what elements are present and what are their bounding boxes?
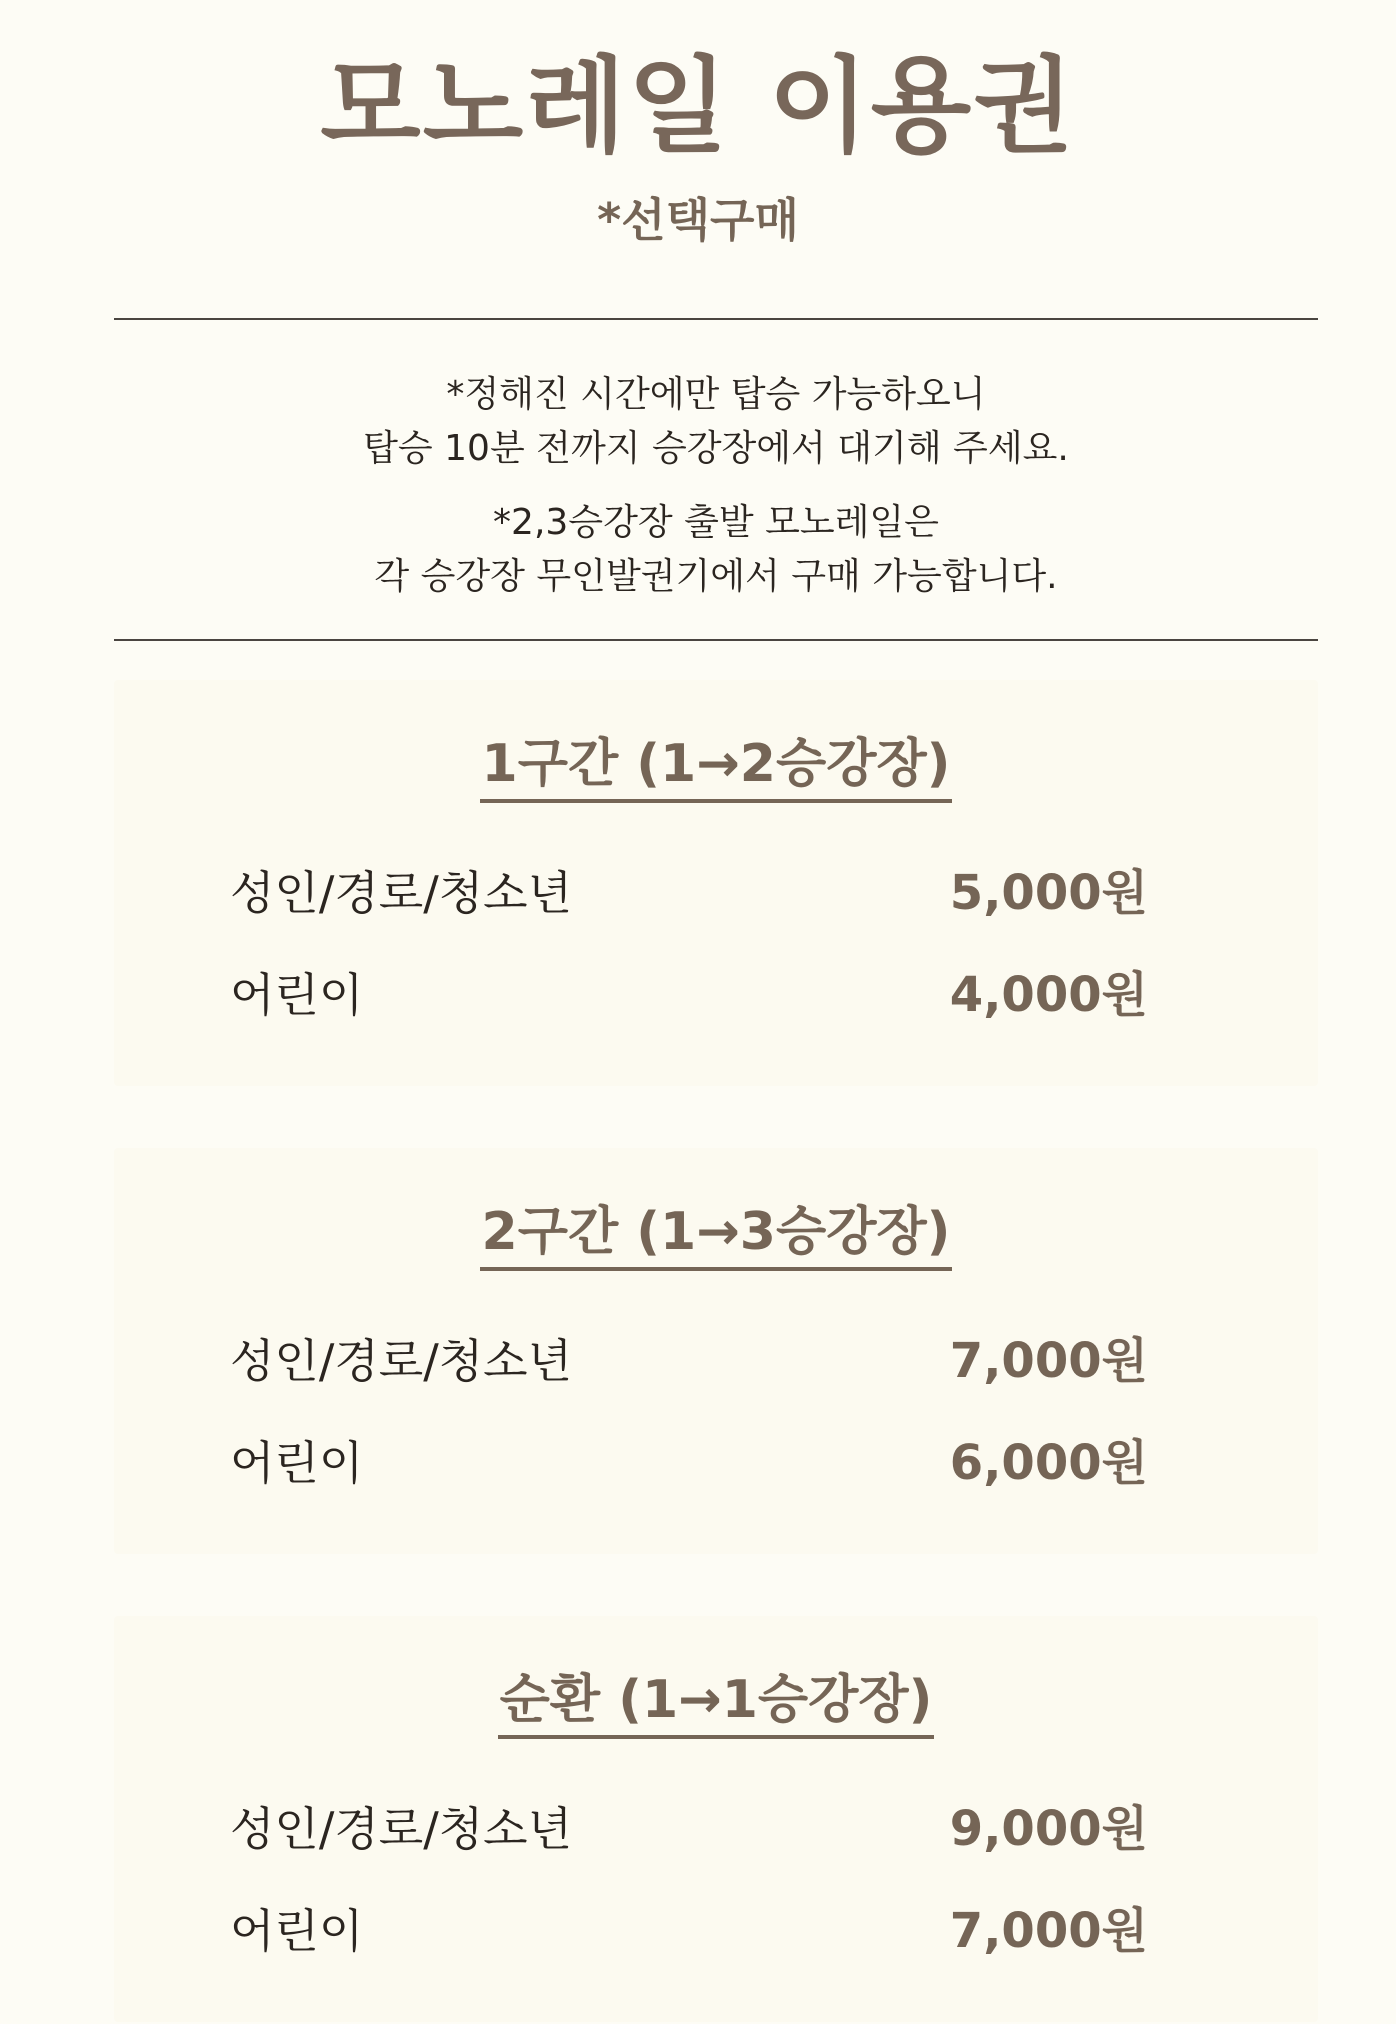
fare-section-3 (114, 1616, 1318, 2022)
fare-price: 7,000원 (949, 1903, 1148, 1959)
fare-price: 5,000원 (949, 865, 1148, 921)
notice-line: 탑승 10분 전까지 승강장에서 대기해 주세요. (363, 428, 1069, 469)
fare-label: 어린이 (230, 1904, 364, 1958)
fare-section-1 (114, 680, 1318, 1086)
fare-section-title (114, 1660, 1318, 1740)
fare-section-title-text: 순환 (1→1승강장) (498, 1665, 935, 1739)
page-subtitle: *선택구매 (597, 193, 799, 247)
fare-row (230, 960, 1148, 1030)
fare-price: 9,000원 (949, 1801, 1148, 1857)
page-title: 모노레일 이용권 (320, 45, 1076, 167)
fare-row (230, 1326, 1148, 1396)
fare-row (230, 1794, 1148, 1864)
fare-price: 6,000원 (949, 1435, 1148, 1491)
notice-line: 각 승강장 무인발권기에서 구매 가능합니다. (374, 556, 1058, 597)
fare-row (230, 1896, 1148, 1966)
fare-label: 어린이 (230, 1436, 364, 1490)
fare-section-title-text: 1구간 (1→2승강장) (480, 729, 953, 803)
fare-section-title-text: 2구간 (1→3승강장) (480, 1197, 953, 1271)
fare-section-2 (114, 1148, 1318, 1554)
fare-price: 4,000원 (949, 967, 1148, 1023)
bottom-divider (114, 639, 1318, 641)
notice-ticket-machine (114, 496, 1318, 604)
top-divider (114, 318, 1318, 320)
fare-price: 7,000원 (949, 1333, 1148, 1389)
fare-section-title (114, 724, 1318, 804)
notice-boarding-time (114, 368, 1318, 476)
fare-label: 성인/경로/청소년 (230, 866, 573, 920)
fare-section-title (114, 1192, 1318, 1272)
notice-line: *2,3승강장 출발 모노레일은 (493, 502, 939, 543)
fare-row (230, 858, 1148, 928)
notice-line: *정해진 시간에만 탑승 가능하오니 (446, 374, 986, 415)
fare-label: 성인/경로/청소년 (230, 1802, 573, 1856)
fare-row (230, 1428, 1148, 1498)
fare-label: 성인/경로/청소년 (230, 1334, 573, 1388)
fare-label: 어린이 (230, 968, 364, 1022)
